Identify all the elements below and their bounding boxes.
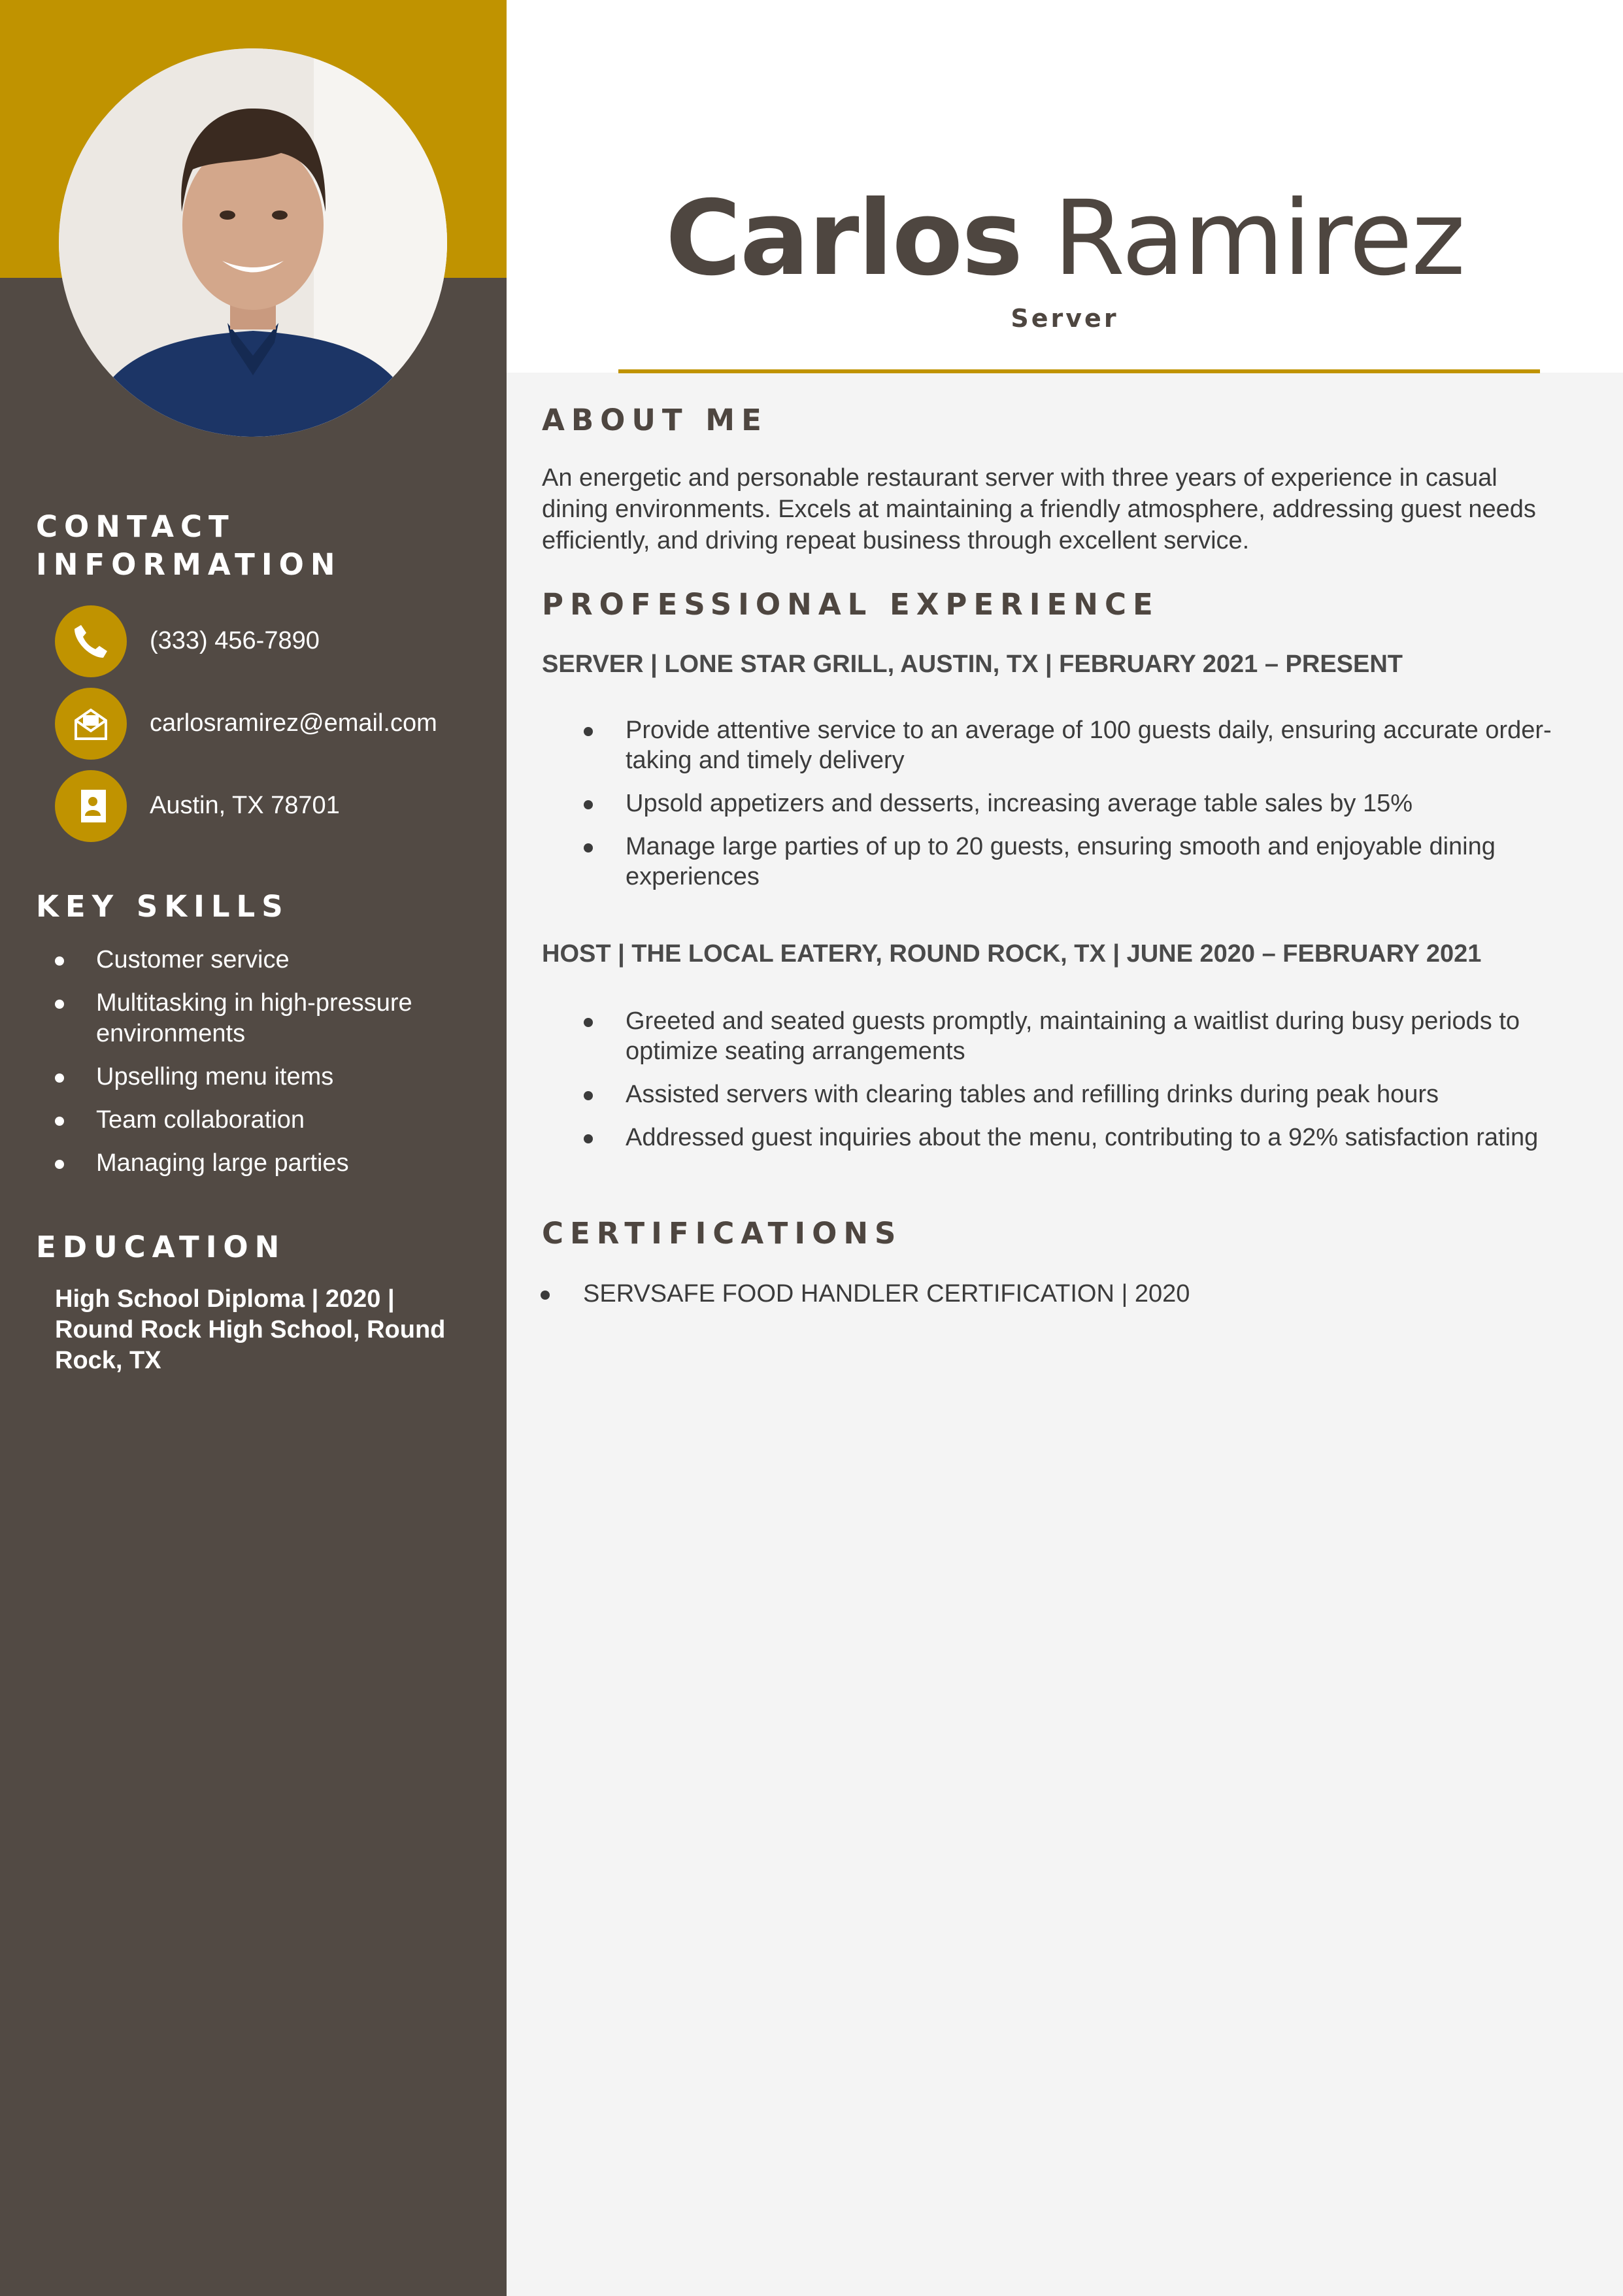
first-name: Carlos — [665, 178, 1022, 299]
contact-heading-line2: INFORMATION — [36, 547, 342, 582]
home-address: Austin, TX 78701 — [150, 792, 340, 819]
about-heading: ABOUT ME — [542, 403, 768, 437]
experience-heading: PROFESSIONAL EXPERIENCE — [542, 587, 1160, 622]
education-entry: High School Diploma | 2020 | Round Rock High School, Round Rock, TX — [55, 1285, 446, 1374]
certifications-list — [0, 1279, 1623, 1322]
skill-item: Multitasking in high-pressure environments — [0, 988, 507, 1049]
job-bullet: Provide attentive service to an average of 100 guests daily, ensuring accurate order-taking and timely delivery — [0, 715, 1623, 775]
education-heading: EDUCATION — [36, 1230, 286, 1264]
candidate-name — [507, 177, 1623, 301]
certifications-heading: CERTIFICATIONS — [542, 1216, 903, 1251]
profile-photo — [59, 48, 447, 437]
about-text: An energetic and personable restaurant server with three years of experience in casual dining environments. Excels at maintaining a friendly atmosphere, addressing guest needs efficiently, and driving repeat business through excellent service. — [542, 464, 1536, 554]
contact-heading-line1: CONTACT — [36, 509, 235, 544]
job-bullet: Manage large parties of up to 20 guests, ensuring smooth and enjoyable dining experiences — [0, 832, 1623, 892]
job-title: SERVER | LONE STAR GRILL, AUSTIN, TX | FEBRUARY 2021 – PRESENT — [542, 650, 1403, 678]
job-bullet: Addressed guest inquiries about the menu, contributing to a 92% satisfaction rating — [0, 1123, 1623, 1153]
job-bullets — [0, 1006, 1623, 1166]
skill-item: Customer service — [0, 945, 507, 975]
job-bullet: Greeted and seated guests promptly, maintaining a waitlist during busy periods to optimize seating arrangements — [0, 1006, 1623, 1066]
job-title: HOST | THE LOCAL EATERY, ROUND ROCK, TX | JUNE 2020 – FEBRUARY 2021 — [542, 940, 1482, 968]
job-role: Server — [1011, 304, 1119, 333]
phone-icon — [55, 605, 127, 677]
last-name: Ramirez — [1053, 178, 1465, 299]
job-bullets — [0, 715, 1623, 905]
key-skills-heading: KEY SKILLS — [36, 889, 290, 924]
header-divider — [618, 369, 1540, 373]
skill-item: Managing large parties — [0, 1148, 507, 1179]
email-address[interactable]: carlosramirez@email.com — [150, 709, 437, 737]
skill-item: Upselling menu items — [0, 1062, 507, 1092]
contact-heading — [36, 508, 342, 584]
phone-number[interactable]: (333) 456-7890 — [150, 627, 320, 654]
certification-item: SERVSAFE FOOD HANDLER CERTIFICATION | 2020 — [0, 1279, 1581, 1309]
job-bullet: Upsold appetizers and desserts, increasing average table sales by 15% — [0, 788, 1623, 819]
job-bullet: Assisted servers with clearing tables and refilling drinks during peak hours — [0, 1079, 1623, 1109]
skill-item: Team collaboration — [0, 1105, 507, 1136]
